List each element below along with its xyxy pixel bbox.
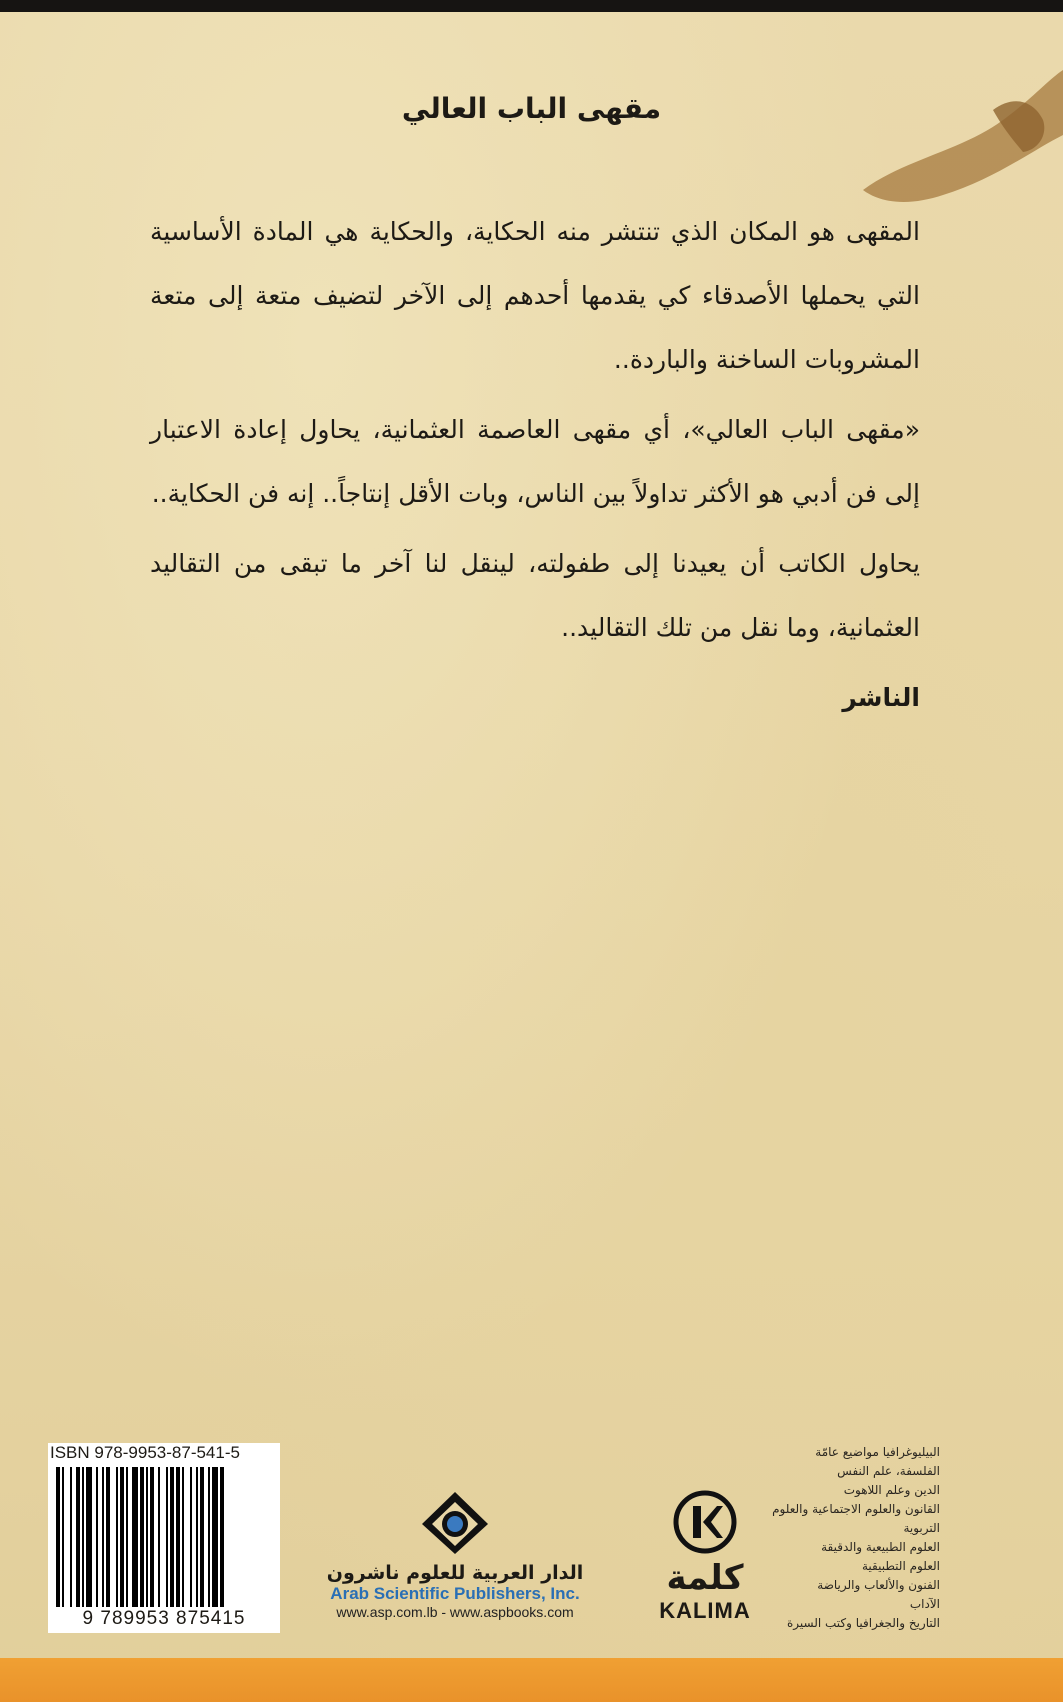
blurb — [150, 200, 920, 730]
category-item: الدين وعلم اللاهوت — [843, 1483, 940, 1497]
isbn-label: ISBN 978-9953-87-541-5 — [50, 1443, 240, 1462]
publisher-block — [310, 1490, 600, 1630]
blurb-paragraph-2: «مقهى الباب العالي»، أي مقهى العاصمة العثمانية، يحاول إعادة الاعتبار إلى فن أدبي هو الأكثر تداولاً بين الناس، وبات الأقل إنتاجاً.. إنه فن الحكاية.. — [150, 415, 920, 508]
barcode-number: 9 789953 875415 — [82, 1608, 246, 1629]
imprint-block — [640, 1490, 770, 1640]
category-item: الآداب — [909, 1597, 940, 1611]
category-item: الفنون والألعاب والرياضة — [817, 1578, 940, 1592]
imprint-name-arabic: كلمة — [666, 1558, 744, 1598]
calligraphy-ornament-icon — [843, 40, 1063, 210]
publisher-name-arabic: الدار العربية للعلوم ناشرون — [326, 1562, 584, 1584]
top-edge — [0, 0, 1063, 12]
category-item: القانون والعلوم الاجتماعية والعلوم التربوية — [772, 1502, 940, 1535]
barcode-bars-icon — [56, 1467, 272, 1607]
publisher-logo-icon — [420, 1490, 490, 1556]
publisher-signature: الناشر — [842, 683, 920, 712]
imprint-name-english: KALIMA — [659, 1598, 751, 1623]
category-item: البيليوغرافيا مواضيع عامّة — [815, 1445, 940, 1459]
bottom-band — [0, 1658, 1063, 1702]
barcode — [48, 1443, 280, 1633]
publisher-website: www.asp.com.lb - www.aspbooks.com — [336, 1604, 574, 1620]
blurb-paragraph-3: يحاول الكاتب أن يعيدنا إلى طفولته، لينقل لنا آخر ما تبقى من التقاليد العثمانية، وما نقل من تلك التقاليد.. — [150, 549, 920, 642]
category-item: الفلسفة، علم النفس — [837, 1464, 940, 1478]
category-item: التاريخ والجغرافيا وكتب السيرة — [786, 1616, 940, 1630]
blurb-paragraph-1: المقهى هو المكان الذي تنتشر منه الحكاية، والحكاية هي المادة الأساسية التي يحملها الأصدقاء كي يقدمها أحدهم إلى الآخر لتضيف متعة إلى متعة المشروبات الساخنة والباردة.. — [150, 217, 920, 374]
book-title: مقهى الباب العالي — [401, 92, 662, 125]
category-item: العلوم الطبيعية والدقيقة — [821, 1540, 940, 1554]
publisher-name-english: Arab Scientific Publishers, Inc. — [330, 1584, 580, 1603]
category-item: العلوم التطبيقية — [861, 1559, 940, 1573]
kalima-logo-icon — [673, 1490, 737, 1554]
category-list — [760, 1443, 940, 1633]
